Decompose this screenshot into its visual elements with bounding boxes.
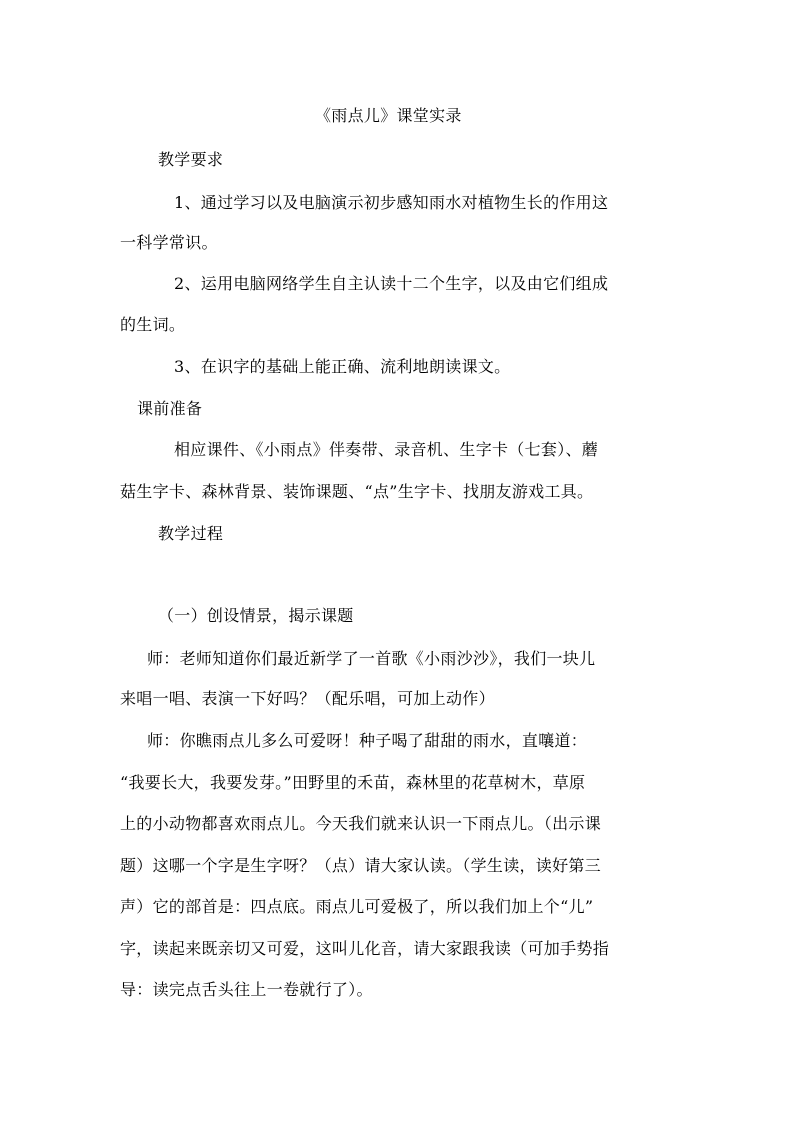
teacher-paragraph-2-line-4: 题）这哪一个字是生字呀？（点）请大家认读。（学生读，读好第三 <box>120 856 602 875</box>
requirement-1-line-2: 一科学常识。 <box>120 233 218 252</box>
section-heading-process: 教学过程 <box>158 524 224 543</box>
teacher-paragraph-2-line-7: 导：读完点舌头往上一卷就行了）。 <box>120 980 373 999</box>
requirement-2-line-2: 的生词。 <box>120 315 186 334</box>
preparation-line-2: 菇生字卡、森林背景、装饰课题、“点”生字卡、找朋友游戏工具。 <box>120 482 594 501</box>
section-heading-requirements: 教学要求 <box>158 150 224 169</box>
preparation-line-1: 相应课件、《小雨点》伴奏带、录音机、生字卡（七套）、蘑 <box>174 440 599 459</box>
teacher-paragraph-2-line-2: “我要长大，我要发芽。”田野里的禾苗，森林里的花草树木，草原 <box>120 773 586 792</box>
teacher-paragraph-1-line-1: 师：老师知道你们最近新学了一首歌《小雨沙沙》，我们一块儿 <box>147 649 596 668</box>
requirement-2-line-1: 2、运用电脑网络学生自主认读十二个生字，以及由它们组成 <box>174 274 609 293</box>
teacher-paragraph-2-line-6: 字，读起来既亲切又可爱，这叫儿化音，请大家跟我读（可加手势指 <box>120 939 610 958</box>
teacher-paragraph-1-line-2: 来唱一唱、表演一下好吗？（配乐唱，可加上动作） <box>120 689 495 708</box>
teacher-paragraph-2-line-3: 上的小动物都喜欢雨点儿。今天我们就来认识一下雨点儿。（出示课 <box>120 814 602 833</box>
teacher-paragraph-2-line-1: 师：你瞧雨点儿多么可爱呀！种子喝了甜甜的雨水，直嚷道： <box>147 731 588 750</box>
requirement-3: 3、在识字的基础上能正确、流利地朗读课文。 <box>174 357 511 376</box>
requirement-1-line-1: 1、通过学习以及电脑演示初步感知雨水对植物生长的作用这 <box>174 193 609 212</box>
document-title: 《雨点儿》课堂实录 <box>315 106 462 125</box>
section-heading-preparation: 课前准备 <box>137 399 203 418</box>
teacher-paragraph-2-line-5: 声）它的部首是：四点底。雨点儿可爱极了，所以我们加上个“儿” <box>120 897 594 916</box>
step-1-heading: （一）创设情景，揭示课题 <box>158 606 354 625</box>
